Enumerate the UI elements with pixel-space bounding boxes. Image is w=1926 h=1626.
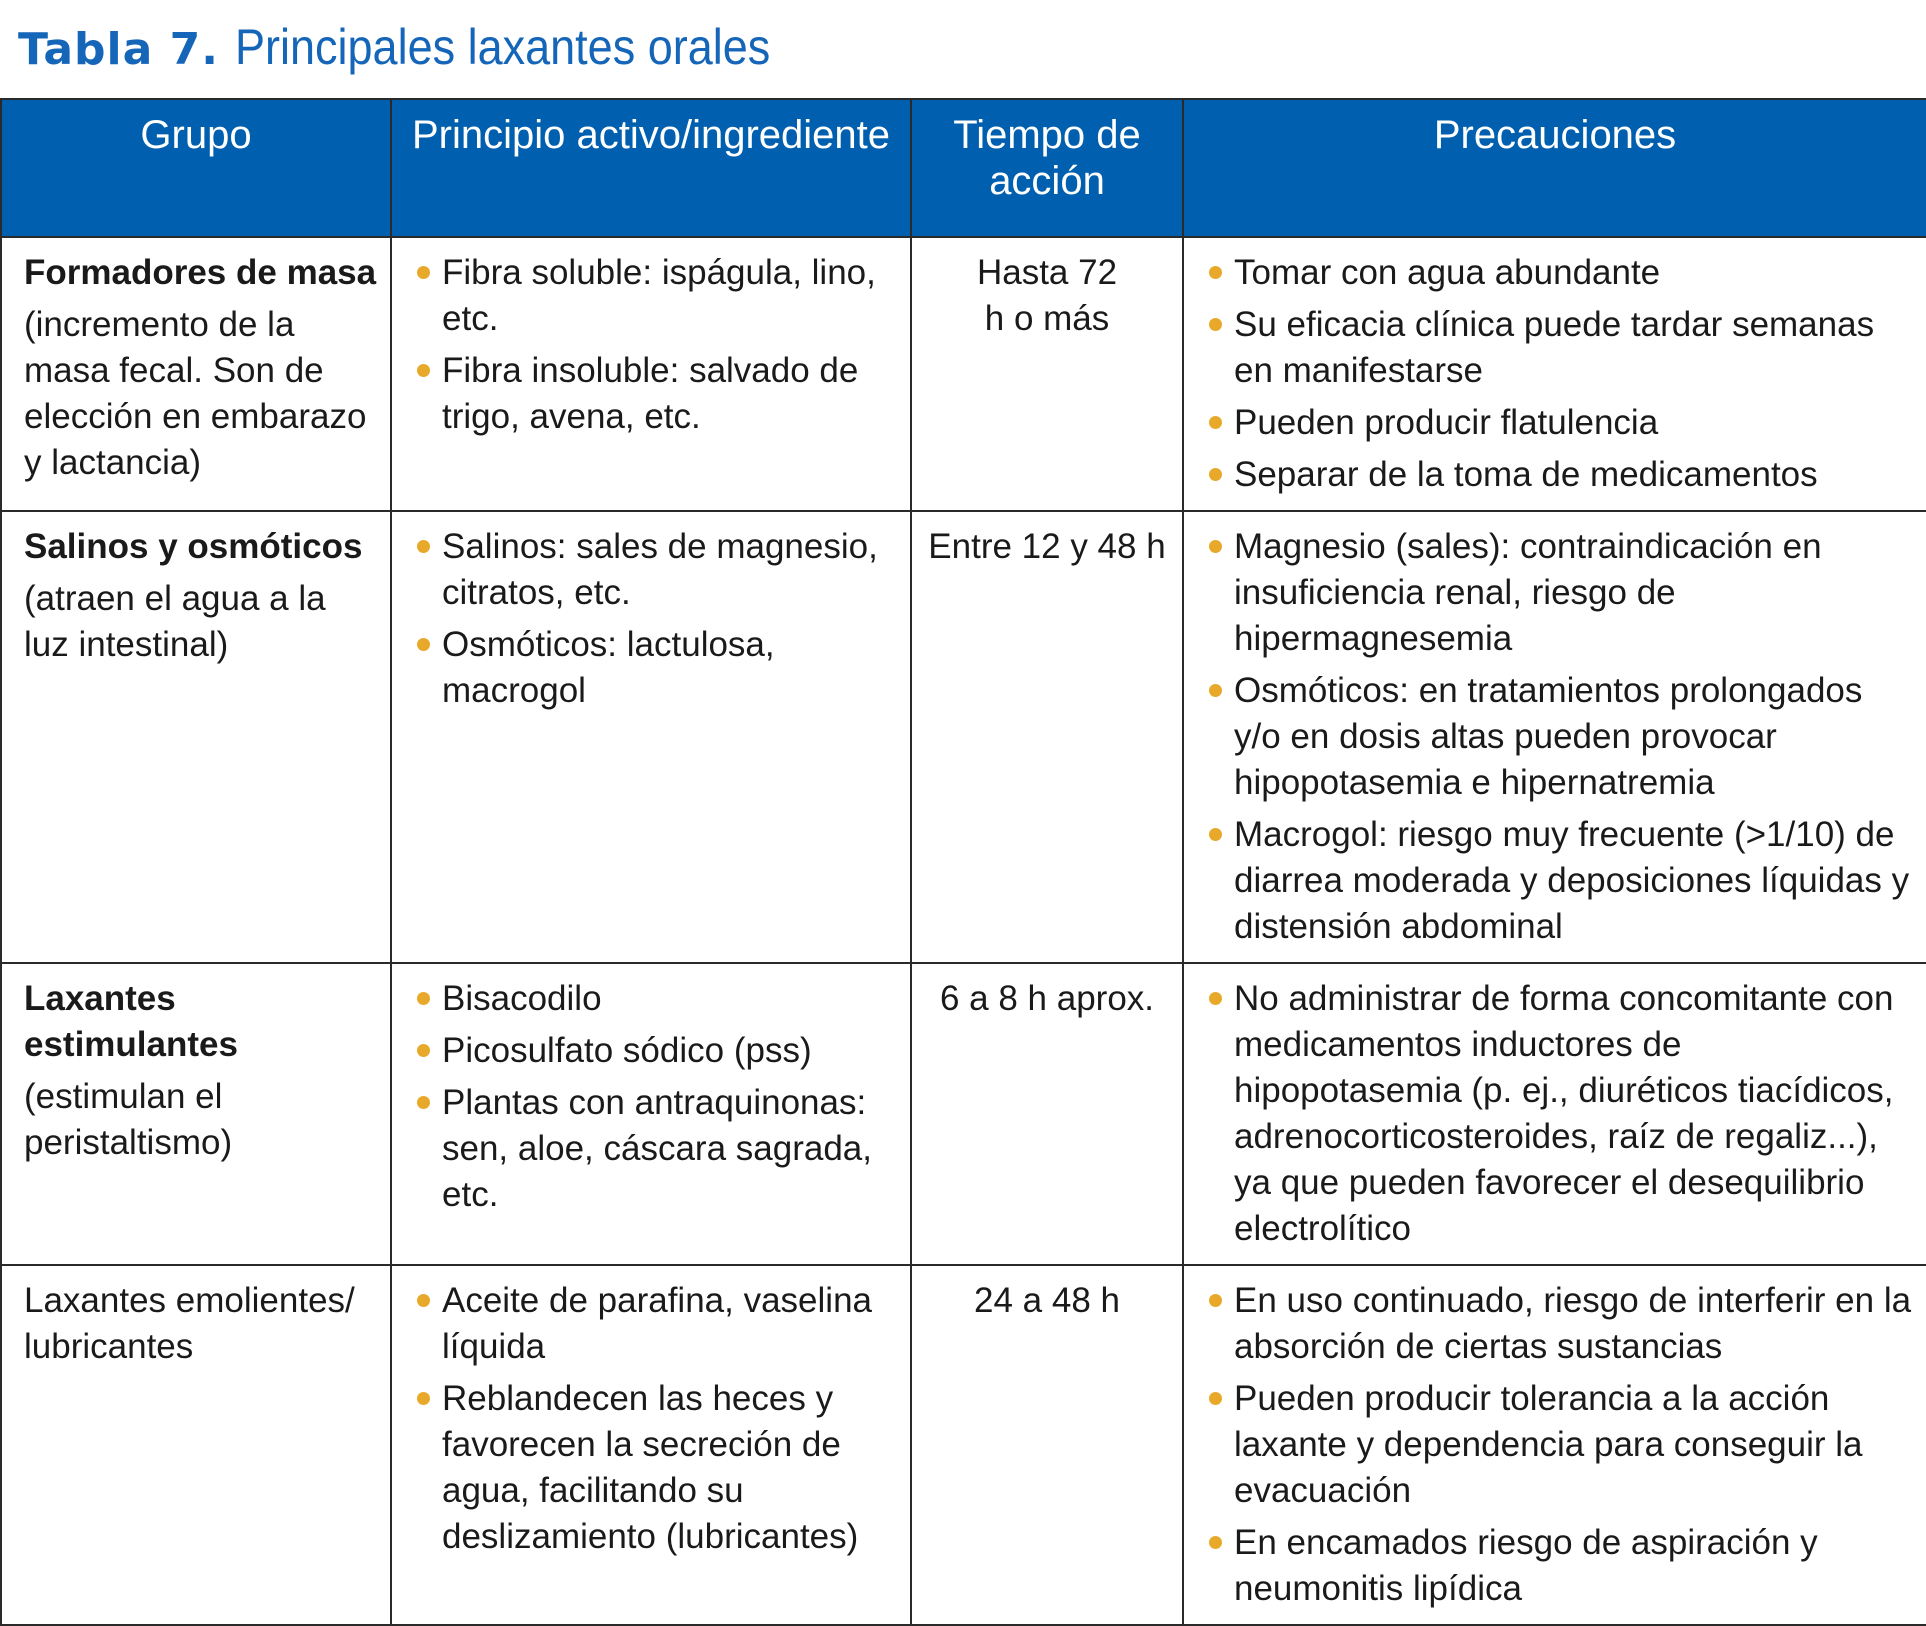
list-item-text: Fibra insoluble: salvado de trigo, avena, etc.: [442, 351, 859, 436]
list-item-text: Salinos: sales de magnesio, citratos, etc.: [442, 527, 878, 612]
table-row: [1, 1265, 1926, 1625]
group-name: Salinos y osmóticos: [24, 527, 363, 566]
list-item-text: En encamados riesgo de aspiración y neumonitis lipídica: [1234, 1523, 1818, 1608]
list-item: [414, 976, 898, 1022]
group-name: Laxantes estimulantes: [24, 979, 238, 1064]
group-cell: [1, 1265, 391, 1625]
list-item-text: Macrogol: riesgo muy frecuente (>1/10) de diarrea moderada y deposiciones líquidas y distensión abdominal: [1234, 815, 1910, 946]
ingredient-cell: [391, 511, 911, 963]
list-item-text: Separar de la toma de medicamentos: [1234, 455, 1818, 494]
group-description: (incremento de la masa fecal. Son de elección en embarazo y lactancia): [24, 305, 367, 482]
list-item-text: Reblandecen las heces y favorecen la secreción de agua, facilitando su deslizamiento (lubricantes): [442, 1379, 859, 1556]
list-item: [1206, 452, 1914, 498]
bullet-icon: [1209, 318, 1222, 331]
list-item: [1206, 1520, 1914, 1612]
table-number-label: Tabla 7.: [18, 24, 219, 75]
group-name: Laxantes emolientes/ lubricantes: [24, 1281, 355, 1366]
list-item: [1206, 1278, 1914, 1370]
bullet-icon: [1209, 992, 1222, 1005]
bullet-icon: [1209, 1294, 1222, 1307]
list-item: [1206, 400, 1914, 446]
group-description: (estimulan el peristaltismo): [24, 1077, 233, 1162]
group-name: Formadores de masa: [24, 253, 377, 292]
list-item-text: Aceite de parafina, vaselina líquida: [442, 1281, 872, 1366]
group-cell: [1, 237, 391, 511]
ingredient-list: [414, 1278, 898, 1560]
bullet-icon: [1209, 416, 1222, 429]
group-cell: [1, 963, 391, 1265]
ingredient-cell: [391, 1265, 911, 1625]
table-row: [1, 511, 1926, 963]
action-time: Hasta 72 h o más: [976, 253, 1118, 338]
list-item: [1206, 1376, 1914, 1514]
list-item: [1206, 812, 1914, 950]
list-item-text: Osmóticos: lactulosa, macrogol: [442, 625, 775, 710]
list-item-text: Bisacodilo: [442, 979, 602, 1018]
header-ingredient: Principio activo/ingrediente: [391, 99, 911, 237]
list-item-text: Picosulfato sódico (pss): [442, 1031, 812, 1070]
list-item-text: Tomar con agua abundante: [1234, 253, 1661, 292]
ingredient-cell: [391, 963, 911, 1265]
bullet-icon: [417, 266, 430, 279]
action-time-cell: [911, 963, 1183, 1265]
list-item-text: Plantas con antraquinonas: sen, aloe, cáscara sagrada, etc.: [442, 1083, 872, 1214]
list-item: [414, 1028, 898, 1074]
laxatives-table: [0, 98, 1926, 1626]
bullet-icon: [1209, 828, 1222, 841]
group-cell: [1, 511, 391, 963]
bullet-icon: [1209, 266, 1222, 279]
action-time-cell: [911, 237, 1183, 511]
list-item-text: Su eficacia clínica puede tardar semanas en manifestarse: [1234, 305, 1875, 390]
ingredient-cell: [391, 237, 911, 511]
list-item: [1206, 302, 1914, 394]
bullet-icon: [417, 540, 430, 553]
table-title-text: Principales laxantes orales: [234, 19, 771, 75]
list-item-text: Osmóticos: en tratamientos prolongados y/o en dosis altas pueden provocar hipopotasemia e hipernatremia: [1234, 671, 1863, 802]
header-precautions: Precauciones: [1183, 99, 1926, 237]
bullet-icon: [417, 1044, 430, 1057]
list-item: [1206, 250, 1914, 296]
ingredient-list: [414, 976, 898, 1218]
action-time-cell: [911, 511, 1183, 963]
table-title: [18, 12, 830, 82]
list-item-text: En uso continuado, riesgo de interferir en la absorción de ciertas sustancias: [1234, 1281, 1912, 1366]
bullet-icon: [1209, 540, 1222, 553]
precautions-list: [1206, 524, 1914, 950]
bullet-icon: [417, 638, 430, 651]
precautions-list: [1206, 976, 1914, 1252]
bullet-icon: [1209, 684, 1222, 697]
list-item: [414, 250, 898, 342]
list-item-text: Fibra soluble: ispágula, lino, etc.: [442, 253, 876, 338]
bullet-icon: [417, 1096, 430, 1109]
list-item: [1206, 976, 1914, 1252]
list-item-text: Pueden producir flatulencia: [1234, 403, 1659, 442]
list-item-text: Magnesio (sales): contraindicación en insuficiencia renal, riesgo de hipermagnesemia: [1234, 527, 1822, 658]
list-item: [414, 348, 898, 440]
bullet-icon: [417, 364, 430, 377]
table-row: [1, 963, 1926, 1265]
table-header-row: [1, 99, 1926, 237]
list-item-text: Pueden producir tolerancia a la acción laxante y dependencia para conseguir la evacuación: [1234, 1379, 1863, 1510]
precautions-cell: [1183, 237, 1926, 511]
list-item: [414, 1376, 898, 1560]
bullet-icon: [1209, 1536, 1222, 1549]
header-action-time: Tiempo de acción: [911, 99, 1183, 237]
action-time: 24 a 48 h: [974, 1281, 1120, 1320]
bullet-icon: [1209, 1392, 1222, 1405]
action-time: Entre 12 y 48 h: [928, 527, 1166, 566]
ingredient-list: [414, 250, 898, 440]
list-item-text: No administrar de forma concomitante con medicamentos inductores de hipopotasemia (p. ej., diuréticos tiacídicos, adrenocorticosteroides, raíz de regaliz...), ya que pueden favorecer el desequilibrio electrolítico: [1234, 979, 1894, 1248]
bullet-icon: [1209, 468, 1222, 481]
precautions-list: [1206, 250, 1914, 498]
precautions-cell: [1183, 963, 1926, 1265]
list-item: [1206, 524, 1914, 662]
list-item: [1206, 668, 1914, 806]
bullet-icon: [417, 1294, 430, 1307]
precautions-cell: [1183, 511, 1926, 963]
action-time-cell: [911, 1265, 1183, 1625]
ingredient-list: [414, 524, 898, 714]
list-item: [414, 524, 898, 616]
precautions-cell: [1183, 1265, 1926, 1625]
bullet-icon: [417, 1392, 430, 1405]
list-item: [414, 1278, 898, 1370]
precautions-list: [1206, 1278, 1914, 1612]
action-time: 6 a 8 h aprox.: [939, 979, 1155, 1018]
bullet-icon: [417, 992, 430, 1005]
list-item: [414, 1080, 898, 1218]
header-group: Grupo: [1, 99, 391, 237]
list-item: [414, 622, 898, 714]
table-row: [1, 237, 1926, 511]
group-description: (atraen el agua a la luz intestinal): [24, 579, 326, 664]
